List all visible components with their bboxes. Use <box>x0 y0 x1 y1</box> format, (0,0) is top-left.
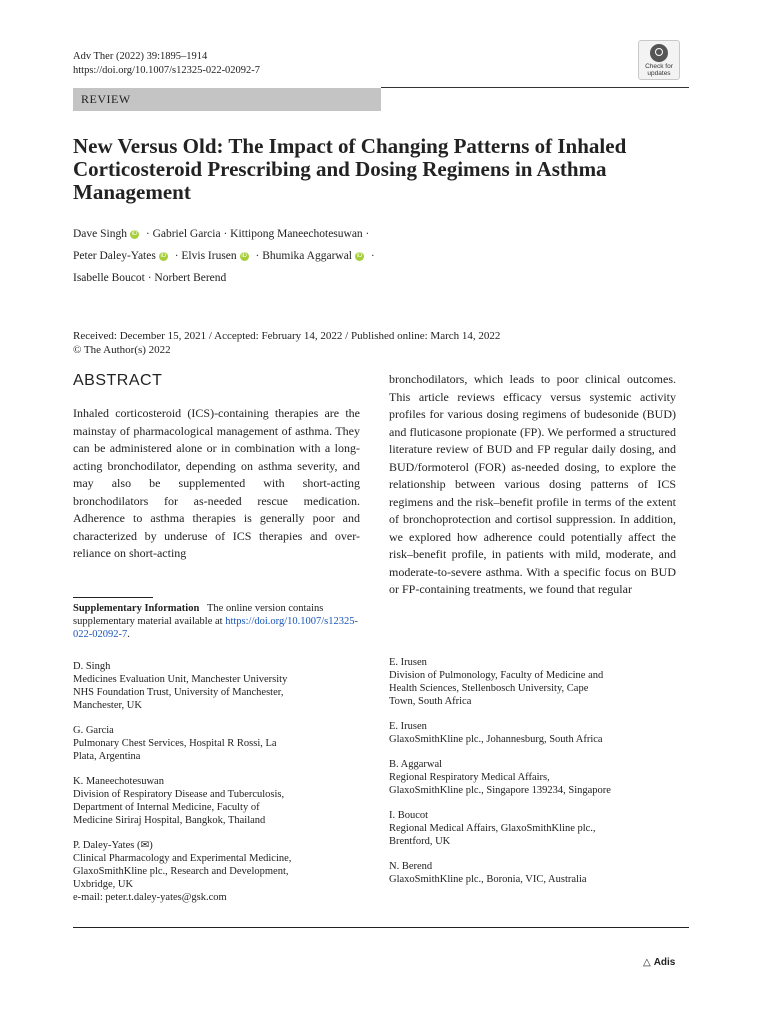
publisher-logo <box>643 957 675 968</box>
supplementary-text: The online version contains supplementary material available at <box>73 603 324 627</box>
affiliation-line: GlaxoSmithKline plc., Singapore 139234, Singapore <box>389 785 611 796</box>
affiliation-line: Regional Medical Affairs, GlaxoSmithKline plc., <box>389 823 596 834</box>
affiliation-author: K. Maneechotesuwan <box>73 776 164 787</box>
publication-dates <box>73 329 500 357</box>
dates-line: Received: December 15, 2021 / Accepted: February 14, 2022 / Published online: March 14, 2022 <box>73 330 501 342</box>
orcid-icon[interactable]: iD <box>131 230 138 237</box>
affiliation-block <box>389 860 689 886</box>
affiliation-line: Department of Internal Medicine, Faculty of <box>73 802 260 813</box>
affiliations-right <box>389 656 689 898</box>
affiliation-line: Brentford, UK <box>389 836 451 847</box>
affiliation-author: G. Garcia <box>73 725 114 736</box>
supplementary-info <box>73 602 360 641</box>
affiliation-line: Uxbridge, UK <box>73 879 134 890</box>
supplementary-end: . <box>127 629 130 640</box>
affiliation-line: GlaxoSmithKline plc., Johannesburg, South Africa <box>389 734 603 745</box>
affiliation-author: E. Irusen <box>389 657 427 668</box>
journal-citation <box>73 50 260 78</box>
affiliation-line: Regional Respiratory Medical Affairs, <box>389 772 550 783</box>
affiliation-line: Health Sciences, Stellenbosch University, Cape <box>389 683 589 694</box>
affiliation-block <box>389 656 689 708</box>
abstract-text-left: Inhaled corticosteroid (ICS)-containing therapies are the mainstay of pharmacological management of asthma. They can be administered alone or in combination with a long-acting bronchodilator, depending on asthma severity, and may also be supplemented with short-acting bronchodilators for as-needed rescue medication. Adherence to asthma therapies is generally poor and characterized by underuse of ICS therapies and over-reliance on short-acting <box>73 406 360 560</box>
affiliation-line: Medicine Siriraj Hospital, Bangkok, Thailand <box>73 815 266 826</box>
supplementary-link[interactable]: https://doi.org/10.1007/s12325-022-02092-7 <box>73 616 359 640</box>
affiliation-block <box>389 720 689 746</box>
section-label: REVIEW <box>81 92 131 106</box>
author-names: · Gabriel Garcia · Kittipong Maneechotesuwan · <box>142 228 370 240</box>
adis-logo-icon: △ <box>643 957 651 968</box>
publisher-name: Adis <box>653 957 676 968</box>
footer-rule <box>73 927 689 928</box>
footnote-rule <box>73 597 153 598</box>
affiliation-author: P. Daley-Yates (✉) <box>73 840 153 851</box>
affiliations-left <box>73 660 363 916</box>
orcid-icon[interactable]: iD <box>356 252 363 259</box>
author-name[interactable]: Peter Daley-Yates <box>73 250 156 262</box>
affiliation-block <box>73 724 363 763</box>
abstract-heading: ABSTRACT <box>73 372 163 389</box>
author-line-3: Isabelle Boucot · Norbert Berend <box>73 272 227 284</box>
supplementary-label: Supplementary Information <box>73 603 200 614</box>
check-for-updates-icon <box>650 44 668 62</box>
affiliation-line: Town, South Africa <box>389 696 472 707</box>
affiliation-line: Division of Pulmonology, Faculty of Medicine and <box>389 670 604 681</box>
affiliation-line: Manchester, UK <box>73 700 142 711</box>
affiliation-block <box>73 775 363 827</box>
author-separator: · <box>368 250 375 262</box>
section-label-bar <box>73 88 381 111</box>
author-name[interactable]: Dave Singh <box>73 228 127 240</box>
orcid-icon[interactable]: iD <box>241 252 247 259</box>
header-rule <box>381 87 689 88</box>
check-for-updates-badge[interactable] <box>638 40 680 80</box>
affiliation-line: e-mail: peter.t.daley-yates@gsk.com <box>73 892 227 903</box>
affiliation-author: N. Berend <box>389 861 433 872</box>
doi-line[interactable]: https://doi.org/10.1007/s12325-022-02092-7 <box>73 65 261 76</box>
abstract-text-right: bronchodilators, which leads to poor clinical outcomes. This article reviews efficacy versus systemic activity profiles for various dosing regimens of budesonide (BUD) and fluticasone propionate (FP). We performed a structured literature review of BUD and FP regular daily dosing, and BUD/formoterol (FOR) as-needed dosing, to explore the relationship between various dosing patterns of ICS regimens and the risk–benefit profile in terms of the extent of bronchoprotection and cortisol suppression. In addition, we explored how adherence could potentially affect the risk–benefit profile, in patients with mild, moderate, and moderate-to-severe asthma. With a specific focus on BUD or FP-containing treatments, we found that regular <box>389 372 676 596</box>
orcid-icon[interactable]: iD <box>160 252 167 259</box>
affiliation-block <box>73 839 363 904</box>
affiliation-author: I. Boucot <box>389 810 429 821</box>
affiliation-author: D. Singh <box>73 661 111 672</box>
affiliation-line: Division of Respiratory Disease and Tuberculosis, <box>73 789 285 800</box>
affiliation-line: Clinical Pharmacology and Experimental Medicine, <box>73 853 292 864</box>
affiliation-author: E. Irusen <box>389 721 427 732</box>
affiliation-line: Plata, Argentina <box>73 751 141 762</box>
affiliation-line: Pulmonary Chest Services, Hospital R Rossi, La <box>73 738 277 749</box>
affiliation-block <box>73 660 363 712</box>
copyright-line: © The Author(s) 2022 <box>73 344 171 356</box>
affiliation-block <box>389 809 689 848</box>
author-name[interactable]: · Bhumika Aggarwal <box>252 250 352 262</box>
affiliation-line: NHS Foundation Trust, University of Manchester, <box>73 687 284 698</box>
affiliation-block <box>389 758 689 797</box>
author-line-2 <box>73 247 633 269</box>
author-line-1 <box>73 225 633 247</box>
author-name[interactable]: · Elvis Irusen <box>171 250 237 262</box>
check-for-updates-label: Check for updates <box>645 63 673 77</box>
article-title: New Versus Old: The Impact of Changing Patterns of Inhaled Corticosteroid Prescribing and Dosing Regimens in Asthma Management <box>73 134 627 204</box>
affiliation-line: GlaxoSmithKline plc., Boronia, VIC, Australia <box>389 874 587 885</box>
author-list <box>73 225 633 291</box>
affiliation-author: B. Aggarwal <box>389 759 443 770</box>
journal-line: Adv Ther (2022) 39:1895–1914 <box>73 51 208 62</box>
affiliation-line: Medicines Evaluation Unit, Manchester University <box>73 674 288 685</box>
affiliation-line: GlaxoSmithKline plc., Research and Development, <box>73 866 289 877</box>
